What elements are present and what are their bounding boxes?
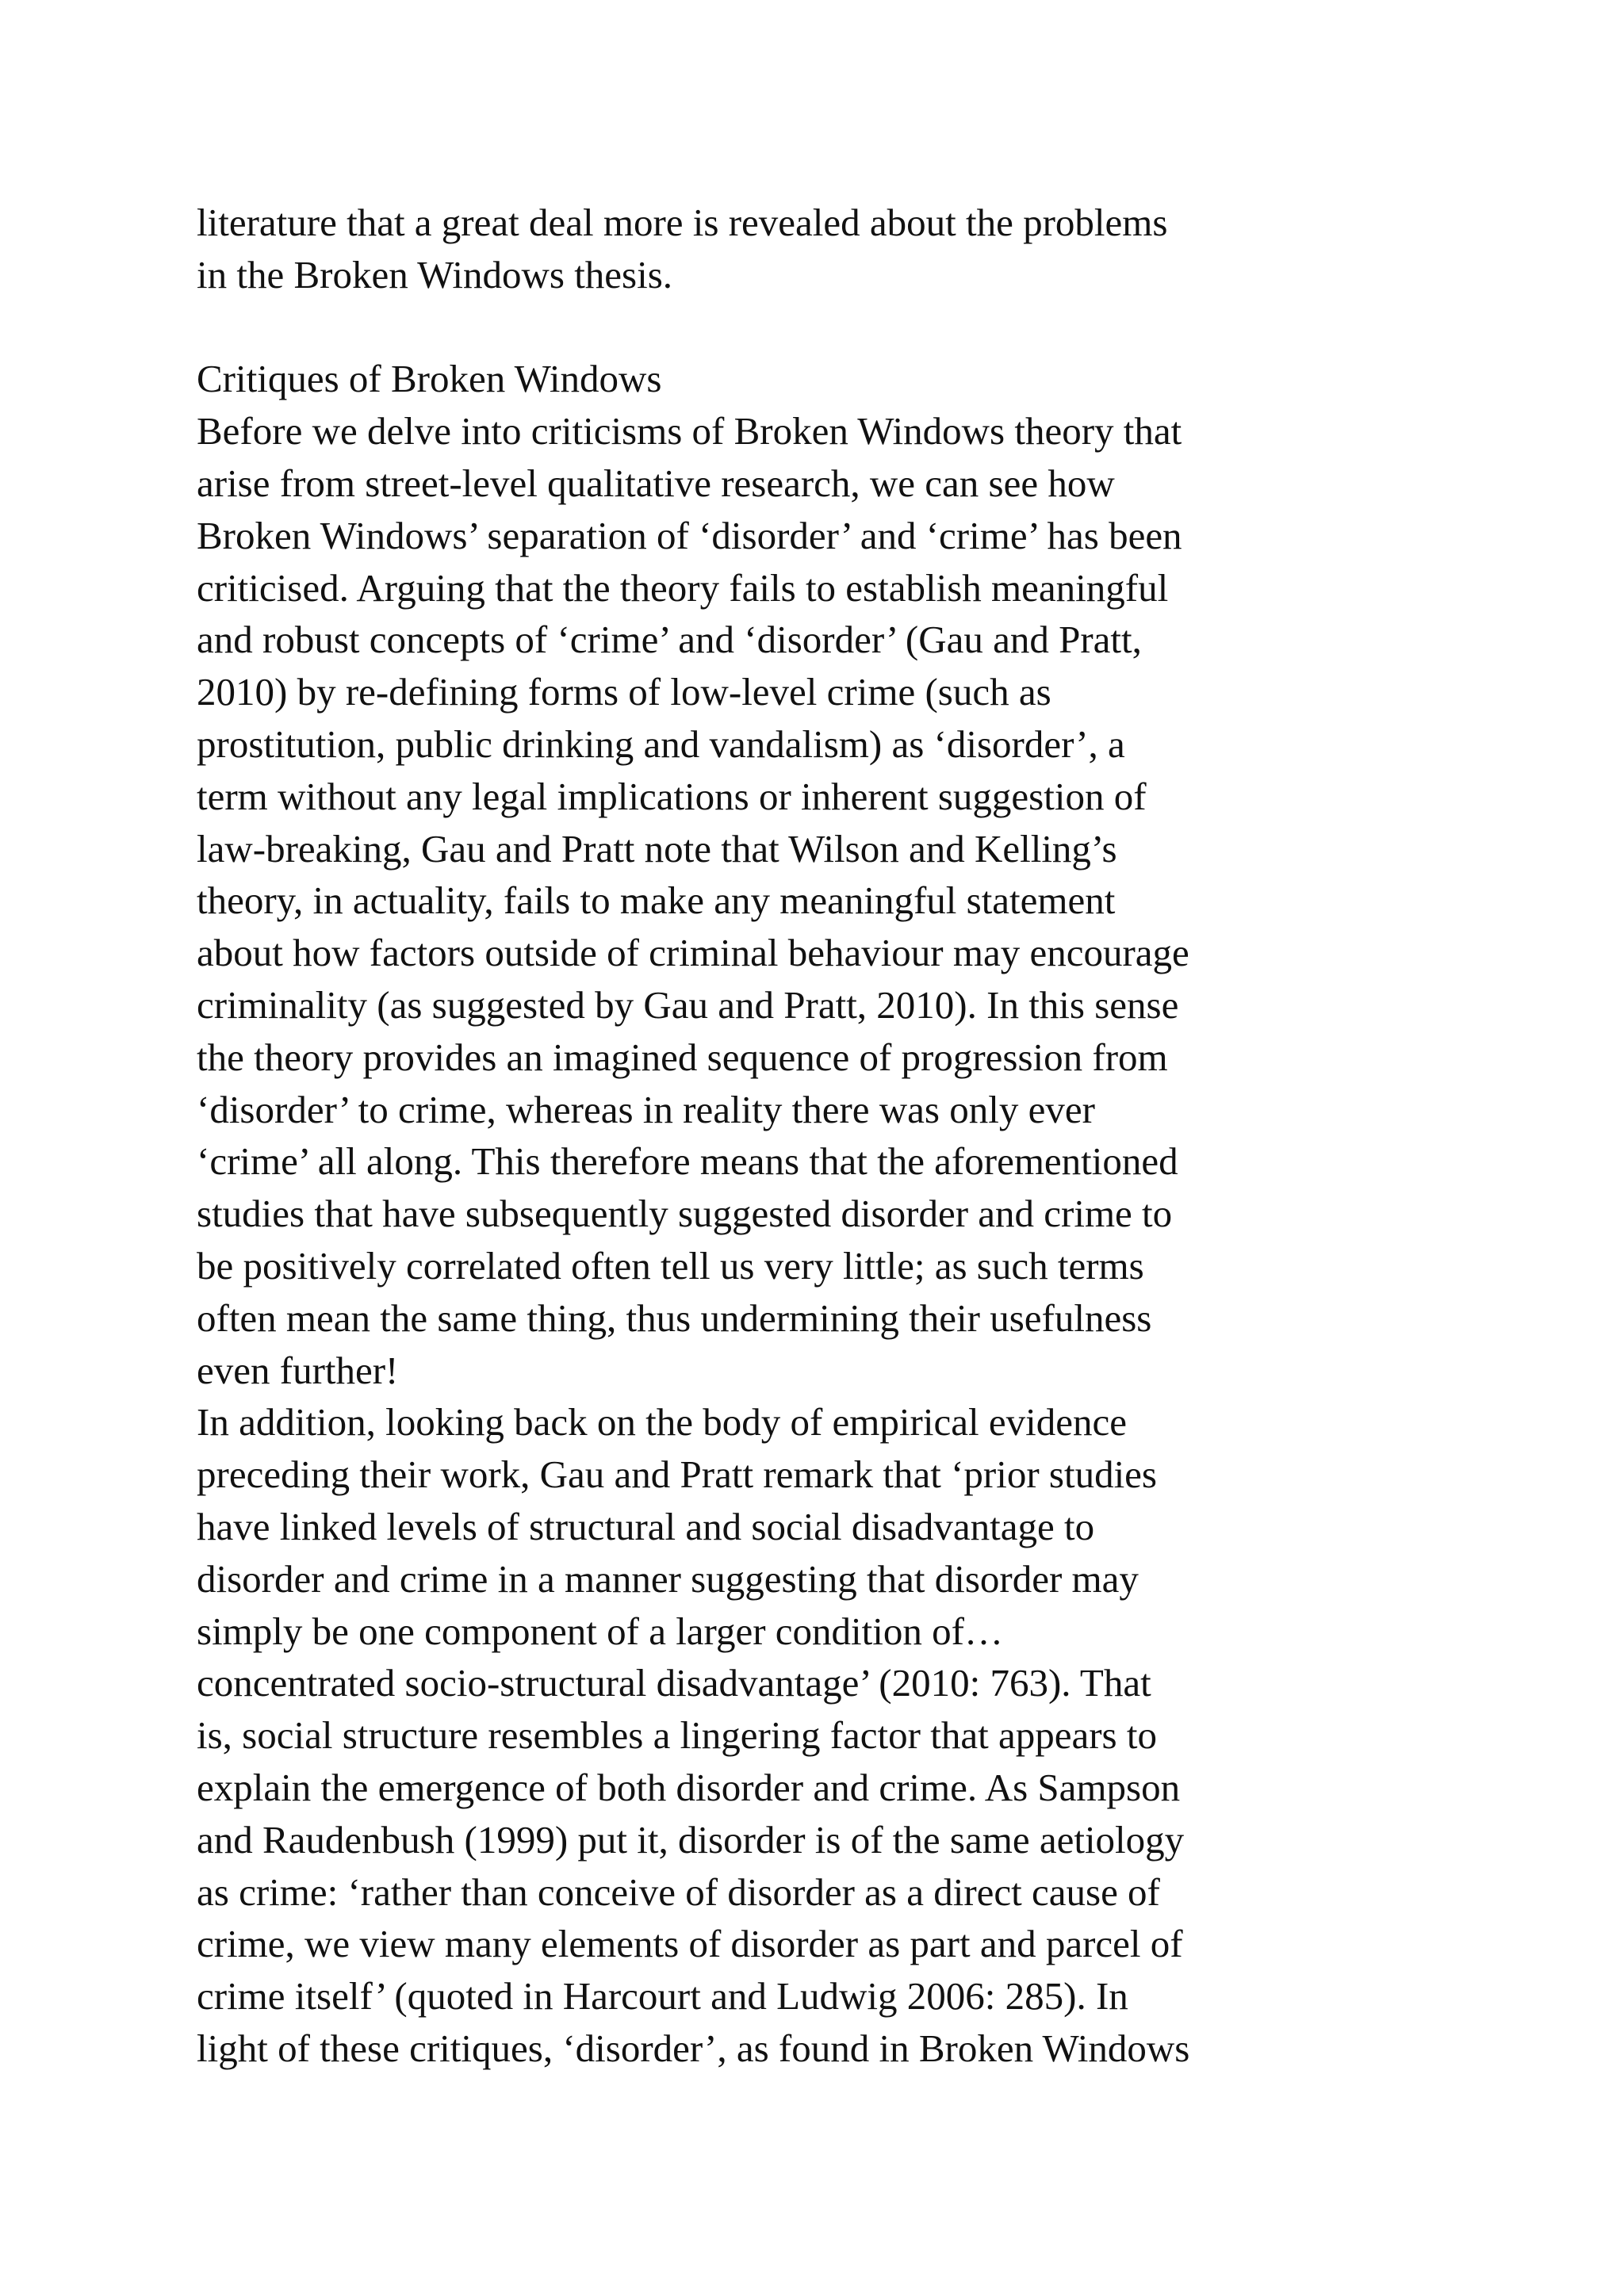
text-line: prostitution, public drinking and vandalism) as ‘disorder’, a (197, 721, 1125, 766)
text-line: literature that a great deal more is revealed about the problems (197, 201, 1168, 244)
text-line: concentrated socio-structural disadvantage’ (2010: 763). That (197, 1661, 1151, 1705)
text-line: studies that have subsequently suggested disorder and crime to (197, 1192, 1173, 1236)
text-line: the theory provides an imagined sequence of progression from (197, 1035, 1168, 1079)
text-line: term without any legal implications or inherent suggestion of (197, 774, 1147, 818)
text-line: in the Broken Windows thesis. (197, 252, 673, 297)
text-line: have linked levels of structural and social disadvantage to (197, 1504, 1095, 1548)
body-text (197, 197, 1434, 2075)
text-line: crime itself’ (quoted in Harcourt and Ludwig 2006: 285). In (197, 1974, 1128, 2019)
text-line: disorder and crime in a manner suggesting that disorder may (197, 1556, 1139, 1601)
text-line: light of these critiques, ‘disorder’, as found in Broken Windows (197, 2026, 1190, 2070)
text-line: ‘crime’ all along. This therefore means that the aforementioned (197, 1139, 1178, 1184)
text-line: and robust concepts of ‘crime’ and ‘disorder’ (Gau and Pratt, (197, 618, 1142, 662)
text-line: about how factors outside of criminal behaviour may encourage (197, 931, 1189, 975)
text-line: explain the emergence of both disorder and crime. As Sampson (197, 1765, 1181, 1809)
text-line: arise from street-level qualitative research, we can see how (197, 461, 1115, 505)
text-line: often mean the same thing, thus undermining their usefulness (197, 1295, 1152, 1340)
text-line: is, social structure resembles a lingering factor that appears to (197, 1713, 1157, 1758)
text-line: crime, we view many elements of disorder as part and parcel of (197, 1922, 1183, 1966)
text-line: preceding their work, Gau and Pratt remark that ‘prior studies (197, 1452, 1158, 1497)
text-line: In addition, looking back on the body of empirical evidence (197, 1400, 1127, 1445)
text-line: as crime: ‘rather than conceive of disorder as a direct cause of (197, 1869, 1160, 1914)
text-line: be positively correlated often tell us very little; as such terms (197, 1243, 1144, 1288)
text-line: law-breaking, Gau and Pratt note that Wilson and Kelling’s (197, 826, 1117, 871)
text-line: simply be one component of a larger condition of… (197, 1609, 1003, 1653)
text-line: Broken Windows’ separation of ‘disorder’ and ‘crime’ has been (197, 513, 1182, 557)
text-line: criminality (as suggested by Gau and Pratt, 2010). In this sense (197, 982, 1179, 1027)
blank-line (197, 301, 1434, 354)
text-line: 2010) by re-defining forms of low-level crime (such as (197, 670, 1051, 714)
text-line: and Raudenbush (1999) put it, disorder is of the same aetiology (197, 1817, 1185, 1862)
text-line: criticised. Arguing that the theory fails to establish meaningful (197, 565, 1169, 610)
text-line: theory, in actuality, fails to make any meaningful statement (197, 878, 1116, 923)
text-line: Before we delve into criticisms of Broken Windows theory that (197, 409, 1182, 453)
text-line: ‘disorder’ to crime, whereas in reality there was only ever (197, 1087, 1095, 1131)
text-line: even further! (197, 1348, 399, 1392)
section-heading: Critiques of Broken Windows (197, 357, 662, 401)
